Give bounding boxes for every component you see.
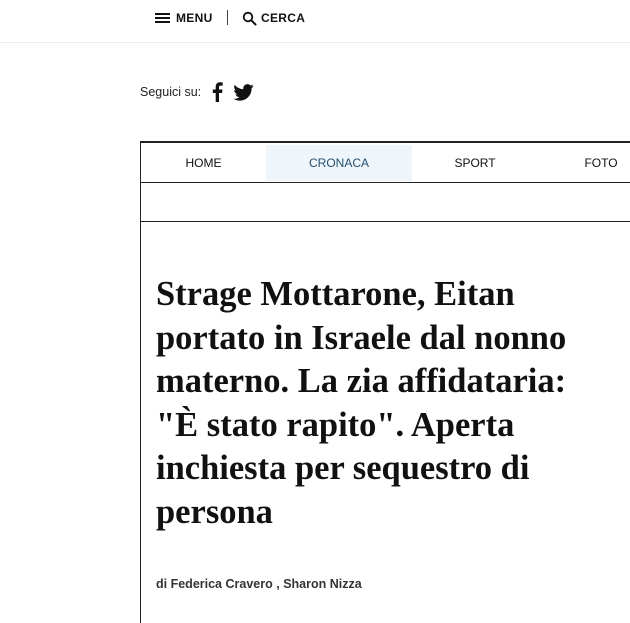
headline-line: persona (156, 492, 273, 531)
author-link[interactable]: Sharon Nizza (283, 577, 362, 591)
hamburger-icon (155, 12, 170, 24)
byline-prefix: di (156, 577, 168, 591)
search-label: CERCA (261, 11, 306, 25)
follow-label: Seguici su: (140, 85, 202, 99)
headline-line: Strage Mottarone, Eitan (156, 275, 515, 313)
search-icon (242, 11, 257, 26)
follow-us (140, 80, 264, 104)
menu-button[interactable] (155, 9, 213, 27)
headline-line: inchiesta per sequestro di (156, 449, 530, 487)
headline-line: materno. La zia affidataria: (156, 362, 567, 400)
section-nav (141, 143, 630, 183)
byline (156, 577, 362, 591)
headline-line: portato in Israele dal nonno (156, 318, 567, 357)
article-container (140, 141, 630, 623)
twitter-icon (233, 84, 254, 101)
tab-cronaca[interactable]: CRONACA (266, 145, 412, 181)
search-button[interactable] (242, 9, 305, 27)
article-headline (156, 273, 630, 534)
twitter-link[interactable] (233, 84, 254, 101)
headline-line: "È stato rapito". Aperta (156, 405, 515, 444)
menu-label: MENU (176, 11, 213, 25)
tab-home[interactable]: HOME (185, 156, 222, 170)
top-bar (0, 0, 630, 43)
topbar-divider (227, 10, 228, 25)
byline-separator: , (276, 577, 280, 591)
subnav-bar (141, 183, 630, 222)
author-link[interactable]: Federica Cravero (170, 577, 273, 591)
tab-sport[interactable]: SPORT (454, 156, 496, 170)
facebook-link[interactable] (211, 82, 223, 102)
facebook-icon (211, 82, 223, 102)
tab-foto[interactable]: FOTO (584, 156, 618, 170)
